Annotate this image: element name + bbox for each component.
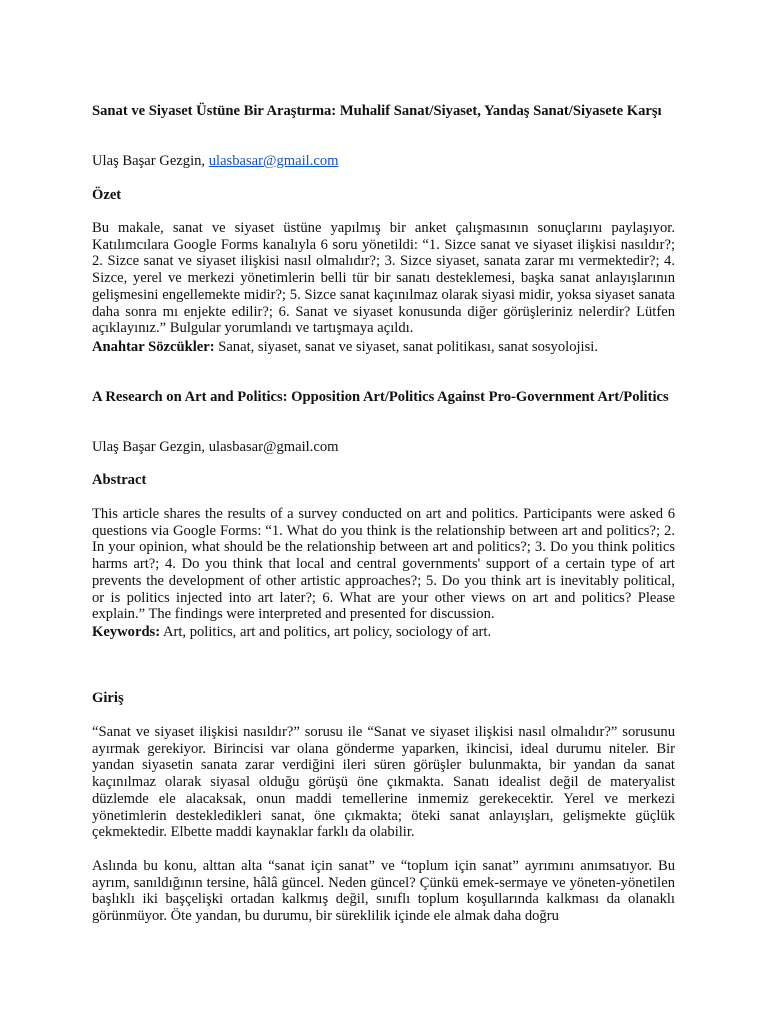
- english-keywords: Art, politics, art and politics, art policy, sociology of art.: [160, 624, 492, 640]
- english-abstract: This article shares the results of a survey conducted on art and politics. Participants were asked 6 questions via Google Forms: “1. What do you think is the relationship between art and politics?; 2. In your opinion, what should be the relationship between art and politics?; 3. Do you think politics harms art?; 4. Do you think that local and central governments' support of a certain type of art prevents the development of other artistic approaches?; 5. Do you think art is inevitably political, or is politics injected into art later?; 6. What are your other views on art and politics? Please explain.” The findings were interpreted and presented for discussion.: [92, 506, 675, 623]
- turkish-keywords-line: [92, 339, 675, 356]
- turkish-summary: Bu makale, sanat ve siyaset üstüne yapılmış bir anket çalışmasının sonuçlarını paylaşıyor. Katılımcılara Google Forms kanalıyla 6 soru yönetildi: “1. Sizce sanat ve siyaset ilişkisi nasıldır?; 2. Sizce sanat ve siyaset ilişkisi nasıl olmalıdır?; 3. Sizce siyaset, sanata zarar mı vermektedir?; 4. Sizce, yerel ve merkezi yönetimlerin belli tür bir sanatı desteklemesi, başka sanat anlayışlarının gelişmesini engellemekte midir?; 5. Sizce sanat kaçınılmaz olarak siyasi midir, yoksa siyaset sanata daha sonra mı enjekte edilir?; 6. Sanat ve siyaset konusunda diğer görüşleriniz nelerdir? Lütfen açıklayınız.” Bulgular yorumlandı ve tartışmaya açıldı.: [92, 220, 675, 337]
- summary-heading: Özet: [92, 187, 122, 203]
- abstract-heading: Abstract: [92, 472, 147, 488]
- turkish-author: Ulaş Başar Gezgin,: [92, 153, 209, 169]
- intro-paragraph-1: “Sanat ve siyaset ilişkisi nasıldır?” sorusu ile “Sanat ve siyaset ilişkisi nasıl olmalıdır?” sorusunu ayırmak gerekiyor. Birincisi var olana gönderme yaparken, ikincisi, ideal durumu niteler. Bir yandan siyasetin sanata zarar verdiğini ileri süren görüşler bulunmakta, bir yandan da sanat kaçınılmaz olarak siyasal olduğu görüşü öne çıkmakta. Sanatı idealist değil de materyalist düzlemde ele alacaksak, onun maddi temellerine inmemiz gerekecektir. Yerel ve merkezi yönetimlerin destekledikleri sanat, öne çıkmakta; öteki sanat anlayışları, gelişmekte güçlük çekmektedir. Elbette maddi kaynaklar farklı da olabilir.: [92, 724, 675, 841]
- english-keywords-label: Keywords:: [92, 624, 161, 640]
- author-email-link[interactable]: ulasbasar@gmail.com: [208, 153, 339, 169]
- turkish-title: Sanat ve Siyaset Üstüne Bir Araştırma: Muhalif Sanat/Siyaset, Yandaş Sanat/Siyasete Karşı: [92, 103, 662, 119]
- turkish-keywords-label: Anahtar Sözcükler:: [92, 339, 215, 355]
- intro-paragraph-2: Aslında bu konu, alttan alta “sanat için sanat” ve “toplum için sanat” ayrımını anımsatıyor. Bu ayrım, sanıldığının tersine, hâlâ güncel. Neden güncel? Çünkü emek-sermaye ve yöneten-yönetilen başlıklı iki başçelişki ortadan kalkmış değil, sınıflı toplum koşullarında kalkması da olanaklı görünmüyor. Öte yandan, bu durumu, bir süreklilik içinde ele almak daha doğru: [92, 858, 675, 925]
- turkish-keywords: Sanat, siyaset, sanat ve siyaset, sanat politikası, sanat sosyolojisi.: [214, 339, 598, 355]
- intro-heading: Giriş: [92, 690, 124, 706]
- turkish-author-line: [92, 153, 675, 170]
- english-author: Ulaş Başar Gezgin, ulasbasar@gmail.com: [92, 439, 339, 455]
- english-keywords-line: [92, 624, 675, 641]
- english-title: A Research on Art and Politics: Opposition Art/Politics Against Pro-Government Art/Politics: [92, 389, 669, 405]
